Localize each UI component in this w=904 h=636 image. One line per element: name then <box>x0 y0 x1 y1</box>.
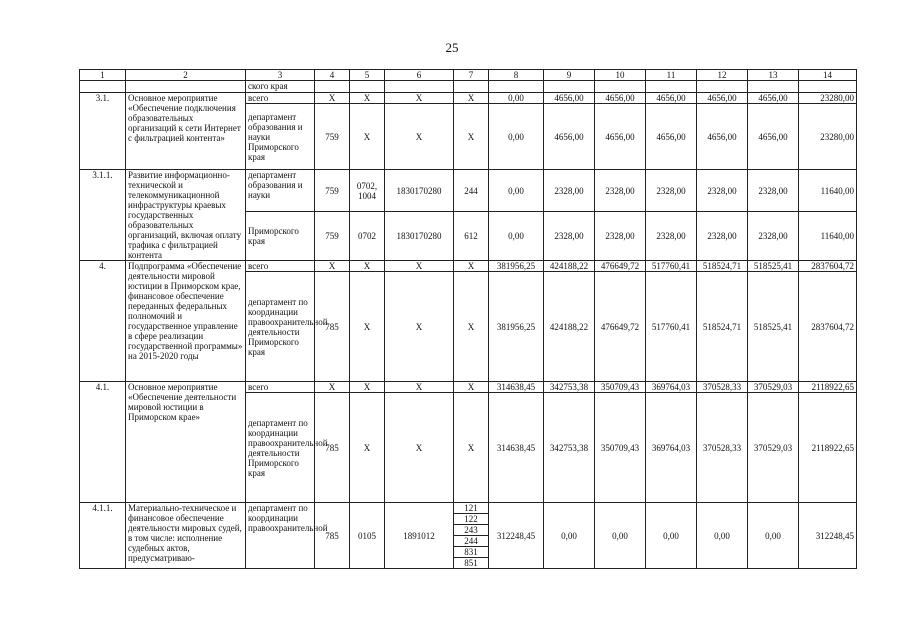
cell: 424188,22 <box>544 272 595 382</box>
cell: 350709,43 <box>595 382 646 393</box>
cell: 4656,00 <box>697 93 748 104</box>
expense-code: 121 <box>454 503 488 514</box>
cell: 476649,72 <box>595 261 646 272</box>
cell: 4656,00 <box>748 104 799 170</box>
cell: 1830170280 <box>385 212 454 261</box>
row-name: Основное мероприятие «Обеспечение подключения образовательных организаций к сети Интернет с фильтрацией контента» <box>126 93 246 170</box>
col-1: 1 <box>80 70 126 81</box>
cell: X <box>350 393 385 503</box>
row-number: 3.1. <box>80 93 126 170</box>
carry-text: ского края <box>246 81 315 93</box>
cell: Приморского края <box>246 212 315 261</box>
cell: 314638,45 <box>489 382 544 393</box>
cell: 342753,38 <box>544 382 595 393</box>
budget-table <box>79 69 857 569</box>
cell: 1891012 <box>385 503 454 569</box>
cell: департамент по координации правоохранительной деятельности Приморского края <box>246 272 315 382</box>
cell: 2328,00 <box>748 212 799 261</box>
cell: X <box>454 261 489 272</box>
cell: 314638,45 <box>489 393 544 503</box>
col-14: 14 <box>799 70 857 81</box>
cell: всего <box>246 261 315 272</box>
cell: 369764,03 <box>646 382 697 393</box>
cell: 23280,00 <box>799 93 857 104</box>
cell: 4656,00 <box>646 93 697 104</box>
column-number-row <box>80 70 857 81</box>
cell: 370528,33 <box>697 382 748 393</box>
cell: 0702 <box>350 212 385 261</box>
cell: департамент по координации правоохранительной <box>246 503 315 569</box>
cell: 518525,41 <box>748 272 799 382</box>
cell: 350709,43 <box>595 393 646 503</box>
col-3: 3 <box>246 70 315 81</box>
cell: 4656,00 <box>544 104 595 170</box>
cell: X <box>454 393 489 503</box>
col-8: 8 <box>489 70 544 81</box>
cell: 0,00 <box>489 104 544 170</box>
col-10: 10 <box>595 70 646 81</box>
cell: X <box>350 382 385 393</box>
row-number: 3.1.1. <box>80 170 126 261</box>
cell: 517760,41 <box>646 261 697 272</box>
cell: 785 <box>315 393 350 503</box>
table-row <box>80 382 857 393</box>
cell: 0,00 <box>544 503 595 569</box>
cell: X <box>454 272 489 382</box>
cell: 4656,00 <box>544 93 595 104</box>
col-13: 13 <box>748 70 799 81</box>
table-row <box>80 170 857 212</box>
col-6: 6 <box>385 70 454 81</box>
cell: X <box>350 104 385 170</box>
cell: 370528,33 <box>697 393 748 503</box>
cell: X <box>315 261 350 272</box>
cell: 518524,71 <box>697 272 748 382</box>
cell: 517760,41 <box>646 272 697 382</box>
cell: 381956,25 <box>489 272 544 382</box>
col-4: 4 <box>315 70 350 81</box>
table-row <box>80 93 857 104</box>
cell: 0,00 <box>748 503 799 569</box>
cell: 4656,00 <box>748 93 799 104</box>
cell: 612 <box>454 212 489 261</box>
row-number: 4.1. <box>80 382 126 503</box>
cell: X <box>350 93 385 104</box>
cell: 370529,03 <box>748 382 799 393</box>
cell: 381956,25 <box>489 261 544 272</box>
expense-code: 244 <box>454 536 488 547</box>
expense-code: 122 <box>454 514 488 525</box>
cell: X <box>385 261 454 272</box>
row-name: Основное мероприятие «Обеспечение деятельности мировой юстиции в Приморском крае» <box>126 382 246 503</box>
cell: X <box>315 93 350 104</box>
cell: 759 <box>315 212 350 261</box>
expense-code: 243 <box>454 525 488 536</box>
cell: 342753,38 <box>544 393 595 503</box>
cell: X <box>315 382 350 393</box>
cell: 0,00 <box>489 212 544 261</box>
cell: X <box>350 261 385 272</box>
cell: 0,00 <box>697 503 748 569</box>
cell: 244 <box>454 170 489 212</box>
cell: 2328,00 <box>544 212 595 261</box>
cell: департамент по координации правоохранительной деятельности Приморского края <box>246 393 315 503</box>
cell: 0,00 <box>489 93 544 104</box>
col-2: 2 <box>126 70 246 81</box>
cell: X <box>385 382 454 393</box>
row-number: 4. <box>80 261 126 382</box>
cell: X <box>385 104 454 170</box>
cell: 11640,00 <box>799 212 857 261</box>
cell: 312248,45 <box>799 503 857 569</box>
col-5: 5 <box>350 70 385 81</box>
cell: 370529,03 <box>748 393 799 503</box>
cell: 1830170280 <box>385 170 454 212</box>
cell: 0,00 <box>595 503 646 569</box>
cell: всего <box>246 93 315 104</box>
cell: 2328,00 <box>646 212 697 261</box>
expense-code: 831 <box>454 547 488 558</box>
cell: 518524,71 <box>697 261 748 272</box>
cell: всего <box>246 382 315 393</box>
cell: X <box>454 104 489 170</box>
cell: 0702, 1004 <box>350 170 385 212</box>
cell: X <box>454 382 489 393</box>
cell: департамент образования и науки <box>246 170 315 212</box>
col-9: 9 <box>544 70 595 81</box>
cell: 312248,45 <box>489 503 544 569</box>
table-row <box>80 81 857 93</box>
row-name: Развитие информационно-технической и телекоммуникационной инфраструктуры краевых государственных образовательных организаций, включая оплату трафика с фильтрацией контента <box>126 170 246 261</box>
cell: X <box>454 93 489 104</box>
cell: 4656,00 <box>595 93 646 104</box>
cell: 23280,00 <box>799 104 857 170</box>
row-number: 4.1.1. <box>80 503 126 569</box>
cell: 424188,22 <box>544 261 595 272</box>
cell: X <box>385 93 454 104</box>
cell: 369764,03 <box>646 393 697 503</box>
cell: 0105 <box>350 503 385 569</box>
cell: 785 <box>315 272 350 382</box>
cell: 2328,00 <box>595 212 646 261</box>
cell: 2328,00 <box>748 170 799 212</box>
cell: 4656,00 <box>646 104 697 170</box>
cell: 759 <box>315 104 350 170</box>
cell: 2328,00 <box>697 212 748 261</box>
expense-codes-cell <box>454 503 489 569</box>
page-number: 25 <box>445 40 459 55</box>
table-row <box>80 503 857 569</box>
cell: 2118922,65 <box>799 393 857 503</box>
cell: 2328,00 <box>544 170 595 212</box>
row-name: Подпрограмма «Обеспечение деятельности мировой юстиции в Приморском крае, финансовое обеспечение переданных федеральных полномочий и государственное управление в сфере реализации государственной программы» на 2015-2020 годы <box>126 261 246 382</box>
cell: 518525,41 <box>748 261 799 272</box>
col-12: 12 <box>697 70 748 81</box>
cell: 0,00 <box>646 503 697 569</box>
col-11: 11 <box>646 70 697 81</box>
cell: 2837604,72 <box>799 272 857 382</box>
row-name: Материально-техническое и финансовое обеспечение деятельности мировых судей, в том числе: исполнение судебных актов, предусматриваю- <box>126 503 246 569</box>
cell: 2118922,65 <box>799 382 857 393</box>
cell: 2328,00 <box>697 170 748 212</box>
expense-code: 851 <box>464 558 478 568</box>
table-row <box>80 261 857 272</box>
cell: 2837604,72 <box>799 261 857 272</box>
cell: X <box>385 393 454 503</box>
cell: 4656,00 <box>595 104 646 170</box>
cell: 785 <box>315 503 350 569</box>
cell: 759 <box>315 170 350 212</box>
cell: X <box>385 272 454 382</box>
cell: 2328,00 <box>646 170 697 212</box>
col-7: 7 <box>454 70 489 81</box>
cell: X <box>350 272 385 382</box>
cell: департамент образования и науки Приморского края <box>246 104 315 170</box>
cell: 2328,00 <box>595 170 646 212</box>
cell: 11640,00 <box>799 170 857 212</box>
cell: 4656,00 <box>697 104 748 170</box>
cell: 0,00 <box>489 170 544 212</box>
cell: 476649,72 <box>595 272 646 382</box>
